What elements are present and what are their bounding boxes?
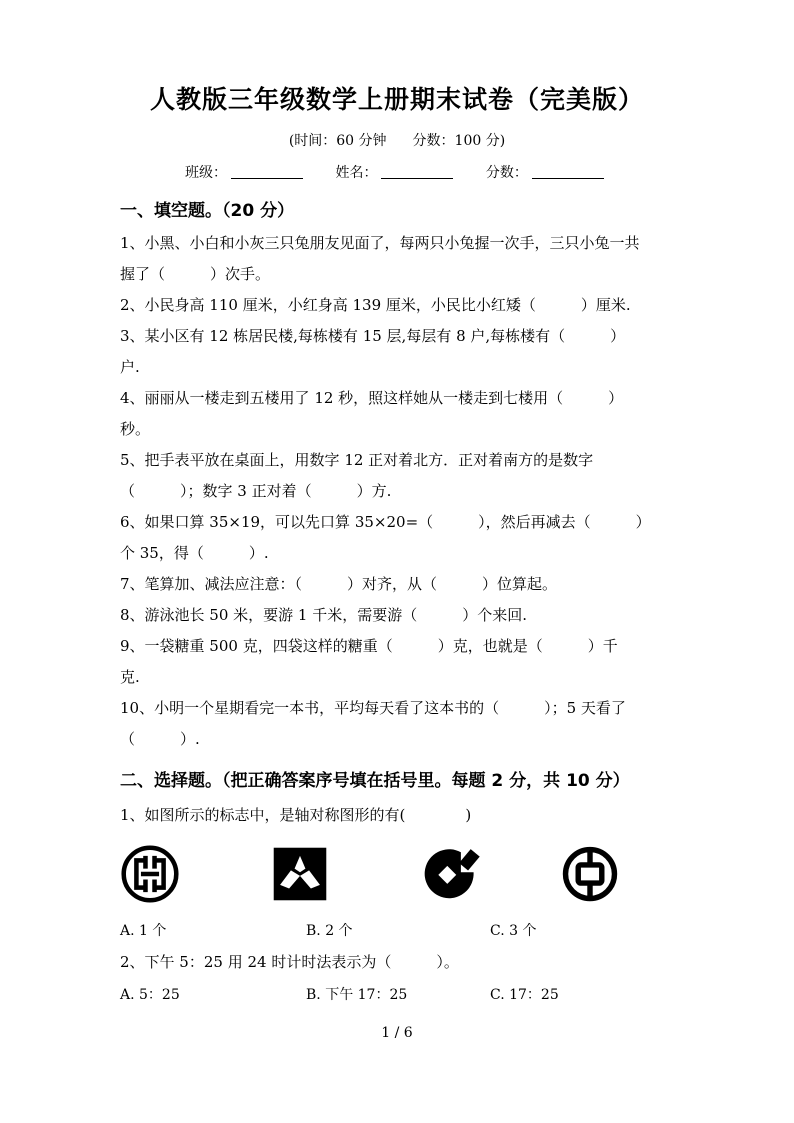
q1-option-c[interactable]: C. 3 个 (490, 923, 537, 939)
bank-of-china-logo-icon (558, 845, 622, 903)
question-line: 10、小明一个星期看完一本书，平均每天看了这本书的（ ）；5 天看了 (120, 699, 626, 717)
q1-option-b[interactable]: B. 2 个 (306, 923, 353, 939)
question-line: 6、如果口算 35×19，可以先口算 35×20=（ ），然后再减去（ ） (120, 513, 651, 531)
question-line: 1、小黑、小白和小灰三只兔朋友见面了，每两只小兔握一次手，三只小兔一共 (120, 234, 640, 252)
construction-bank-logo-icon (418, 845, 482, 903)
total-score: 分数：100 分) (412, 133, 506, 149)
question-line: 握了（ ）次手。 (120, 265, 271, 283)
score-label: 分数： (485, 165, 528, 181)
question-line: 秒。 (120, 420, 151, 438)
page-title: 人教版三年级数学上册期末试卷（完美版） (149, 85, 644, 114)
question-line: 克. (120, 668, 140, 686)
question-line: 4、丽丽从一楼走到五楼用了 12 秒，照这样她从一楼走到七楼用（ ） (120, 389, 624, 407)
score-blank[interactable] (532, 164, 604, 179)
question-line: 户. (120, 358, 140, 376)
q2-option-c[interactable]: C. 17：25 (490, 987, 559, 1003)
question-line: 2、小民身高 110 厘米，小红身高 139 厘米，小民比小红矮（ ）厘米. (120, 296, 631, 314)
icbc-logo-icon (118, 845, 182, 903)
question-line: 3、某小区有 12 栋居民楼,每栋楼有 15 层,每层有 8 户,每栋楼有（ ） (120, 327, 626, 345)
question-line: （ ）；数字 3 正对着（ ）方. (120, 482, 392, 500)
section-choice-heading: 二、选择题。（把正确答案序号填在括号里。每题 2 分，共 10 分） (120, 771, 630, 791)
question-line: 7、笔算加、减法应注意：（ ）对齐，从（ ）位算起。 (120, 575, 558, 593)
choice-question-2: 2、下午 5：25 用 24 时计时法表示为（ ）。 (120, 953, 459, 971)
name-blank[interactable] (381, 164, 453, 179)
question-line: 9、一袋糖重 500 克，四袋这样的糖重（ ）克，也就是（ ）千 (120, 637, 618, 655)
question-line: （ ）. (120, 730, 200, 748)
page-number: 1 / 6 (381, 1025, 413, 1041)
time-limit: (时间：60 分钟 (288, 133, 387, 149)
name-label: 姓名： (335, 165, 378, 181)
class-label: 班级： (185, 165, 227, 181)
class-blank[interactable] (231, 164, 303, 179)
question-line: 5、把手表平放在桌面上，用数字 12 正对着北方．正对着南方的是数字 (120, 451, 594, 469)
fill-in-questions (120, 228, 651, 755)
student-info-fields (185, 162, 632, 182)
exam-meta (0, 130, 794, 150)
question-line: 8、游泳池长 50 米，要游 1 千米，需要游（ ）个来回. (120, 606, 528, 624)
q1-option-a[interactable]: A. 1 个 (120, 923, 167, 939)
ccb-tricorn-logo-icon (268, 845, 332, 903)
q2-option-a[interactable]: A. 5：25 (120, 987, 180, 1003)
q2-option-b[interactable]: B. 下午 17：25 (306, 987, 408, 1003)
choice-question-1: 1、如图所示的标志中，是轴对称图形的有( ) (120, 806, 472, 824)
question-line: 个 35，得（ ）. (120, 544, 269, 562)
section-fill-in-heading: 一、填空题。（20 分） (120, 201, 295, 221)
